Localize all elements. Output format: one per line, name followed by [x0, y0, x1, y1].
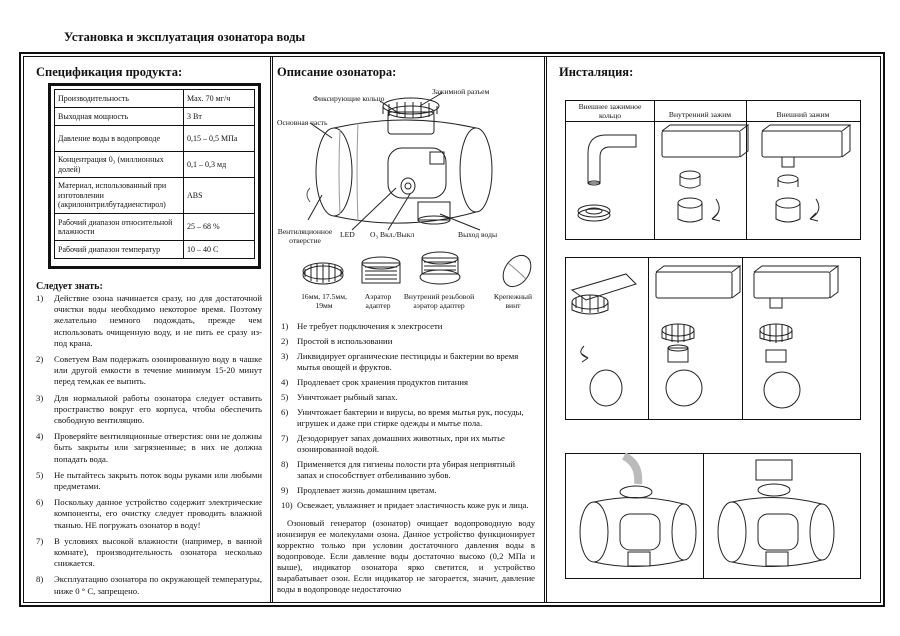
item-text: Продлевает жизнь домашним цветам.	[297, 485, 437, 495]
adapters-illustration	[290, 245, 540, 295]
item-number: 7)	[36, 535, 44, 546]
item-number: 8)	[281, 459, 289, 469]
item-text: Уничтожает рыбный запах.	[297, 392, 398, 402]
spec-label: Производительность	[55, 90, 184, 108]
adapter-label-sizes: 16мм, 17.5мм, 19мм	[301, 292, 347, 310]
spec-value: 3 Вт	[184, 108, 255, 126]
item-number: 10)	[281, 500, 293, 510]
item-text: Не требует подключения к электросети	[297, 321, 443, 331]
item-number: 6)	[36, 497, 44, 508]
item-number: 2)	[36, 354, 44, 365]
list-item	[281, 392, 534, 403]
list-item	[36, 470, 262, 492]
list-item	[281, 351, 534, 373]
label-led: LED	[340, 230, 355, 239]
item-text: Действие озона начинается сразу, но для достаточной очистки воды необходимо некоторое время. Поэтому желательно немного подождать, прежде чем использовать очищенную воду, и не пить ее сразу из-под крана.	[54, 293, 262, 348]
list-item	[281, 485, 534, 496]
item-number: 4)	[281, 377, 289, 387]
item-text: В условиях высокой влажности (например, в ванной комнате), производительность озонатора несколько снижается.	[54, 535, 262, 569]
item-text: Для нормальной работы озонатора следует оставить пространство вокруг его корпуса, чтобы обеспечить свободную вентиляцию.	[54, 392, 262, 426]
spec-value: ABS	[184, 178, 255, 214]
adapter-label-screw: Крепежный винт	[493, 292, 533, 310]
label-vent-hole: Вентиляционное отверстие	[277, 227, 333, 245]
spec-label: Рабочий диапазон относительной влажности	[55, 214, 184, 241]
list-item	[281, 336, 534, 347]
spec-label: Концентрация 0₃ (миллионных долей)	[55, 152, 184, 178]
install-title: Инсталяция:	[559, 65, 634, 79]
item-number: 8)	[36, 574, 44, 585]
spec-row	[55, 152, 255, 178]
spec-value: Max. 70 мг/ч	[184, 90, 255, 108]
label-water-outlet: Выход воды	[458, 230, 498, 239]
list-item	[36, 431, 262, 465]
item-number: 5)	[281, 392, 289, 402]
spec-value: 10 – 40 С	[184, 241, 255, 259]
spec-row	[55, 241, 255, 259]
adapter-label-aerator: Аэратор адаптер	[364, 292, 392, 310]
item-text: Проверяйте вентиляционные отверстия: они не должны быть закрыты или загрязненные; в них не должна попадать вода.	[54, 431, 262, 464]
list-item	[281, 377, 534, 388]
spec-table-box	[48, 83, 261, 269]
label-o3-switch: O₃ Вкл./Выкл	[370, 230, 415, 239]
list-item	[36, 574, 262, 596]
install-col-label-outer-clamp: Внешний зажим	[776, 110, 830, 119]
spec-row	[55, 108, 255, 126]
item-text: Уничтожает бактерии и вирусы, во время мытья рук, посуды, игрушек и даже при стирке одежды и мытье пола.	[297, 407, 524, 428]
list-item	[36, 393, 262, 427]
install-col-label-outer-ring: Внешнее зажимное кольцо	[578, 102, 642, 120]
list-item	[281, 433, 534, 455]
item-text: Простой в использовании	[297, 336, 393, 346]
item-number: 7)	[281, 433, 289, 443]
item-text: Продлевает срок хранения продуктов питания	[297, 377, 469, 387]
list-item	[36, 536, 262, 570]
item-number: 1)	[36, 293, 44, 303]
list-item	[281, 500, 534, 511]
spec-label: Рабочий диапазон температур	[55, 241, 184, 259]
ozonator-illustration	[270, 90, 540, 240]
spec-row	[55, 126, 255, 152]
list-item	[36, 293, 262, 349]
spec-label: Материал, использованный при изготовлении (акрилонитрилбутадиенстирол)	[55, 178, 184, 214]
list-item	[281, 407, 534, 429]
spec-value: 0,1 – 0,3 мд	[184, 152, 255, 178]
item-text: Поскольку данное устройство содержит электрические компоненты, его очистку следует проводить влажной тканью. НЕ погружать озонатор в воду!	[54, 497, 262, 530]
install-col-label-inner-clamp: Внутренний зажим	[668, 110, 732, 119]
spec-label: Выходная мощность	[55, 108, 184, 126]
item-text: Применяется для гигиены полости рта убирая неприятный запах и способствует отбеливанию зубов.	[297, 459, 516, 480]
desc-title: Описание озонатора:	[277, 65, 397, 79]
item-number: 4)	[36, 431, 44, 442]
spec-label: Давление воды в водопроводе	[55, 126, 184, 152]
spec-row	[55, 214, 255, 241]
list-item	[36, 497, 262, 531]
item-text: Ликвидирует органические пестициды и бактерии во время мытья овощей и фруктов.	[297, 351, 519, 372]
item-number: 1)	[281, 321, 289, 331]
spec-row	[55, 178, 255, 214]
item-number: 2)	[281, 336, 289, 346]
spec-title: Спецификация продукта:	[36, 65, 183, 79]
item-number: 3)	[36, 392, 44, 403]
adapter-label-internal-aerator: Внутрений резьбовой аэратор адаптер	[403, 292, 475, 310]
item-text: Эксплуатацию озонатора по окружающей температуры, ниже 0 ° С, запрещено.	[54, 574, 262, 596]
install-step2-illustration	[566, 258, 860, 418]
label-main-body: Основная часть	[277, 118, 328, 127]
item-number: 6)	[281, 407, 289, 417]
item-text: Не пытайтесь закрыть поток воды руками или любыми предметами.	[54, 469, 262, 492]
list-item	[281, 459, 534, 481]
item-text: Советуем Вам подержать озонированную воду в чашке или другой емкости в течение минимум 15-20 минут перед тем,как ее выпить.	[54, 354, 262, 387]
label-clamp-connector: Зажимной разъем	[432, 87, 490, 96]
spec-row	[55, 90, 255, 108]
item-text: Освежает, увлажняет и придает эластичность коже рук и лица.	[297, 500, 529, 510]
know-list	[36, 293, 262, 602]
item-number: 5)	[36, 469, 44, 480]
item-text: Дезодорирует запах домашних животных, при их мытье озонированной водой.	[297, 433, 505, 454]
column-divider-2	[544, 56, 547, 603]
install-step3-illustration	[566, 454, 860, 578]
list-item	[36, 354, 262, 388]
page-title: Установка и эксплуатация озонатора воды	[64, 30, 306, 44]
item-number: 9)	[281, 485, 289, 495]
item-number: 3)	[281, 351, 289, 361]
description-paragraph: Озоновый генератор (озонатор) очищает водопроводную воду ионизируя ее молекулами озона. Данное устройство функционирует корректно только при условии достаточного давления воды в водопроводе. Если давление воды достаточно высоко (0,2 МПа и выше), индикатор озонатора ярко светится, и устройство вырабатывает озон. Если индикатор не загорается, значит, давление воды в водопроводе недостаточно	[277, 518, 535, 594]
know-title: Следует знать:	[36, 281, 103, 292]
spec-value: 25 – 68 %	[184, 214, 255, 241]
spec-value: 0,15 – 0,5 МПа	[184, 126, 255, 152]
list-item	[281, 321, 534, 332]
features-list	[281, 321, 534, 515]
label-fixing-ring: Фиксирующие кольцо	[313, 94, 385, 103]
install-step1-illustration	[566, 123, 860, 239]
spec-table	[54, 89, 255, 259]
